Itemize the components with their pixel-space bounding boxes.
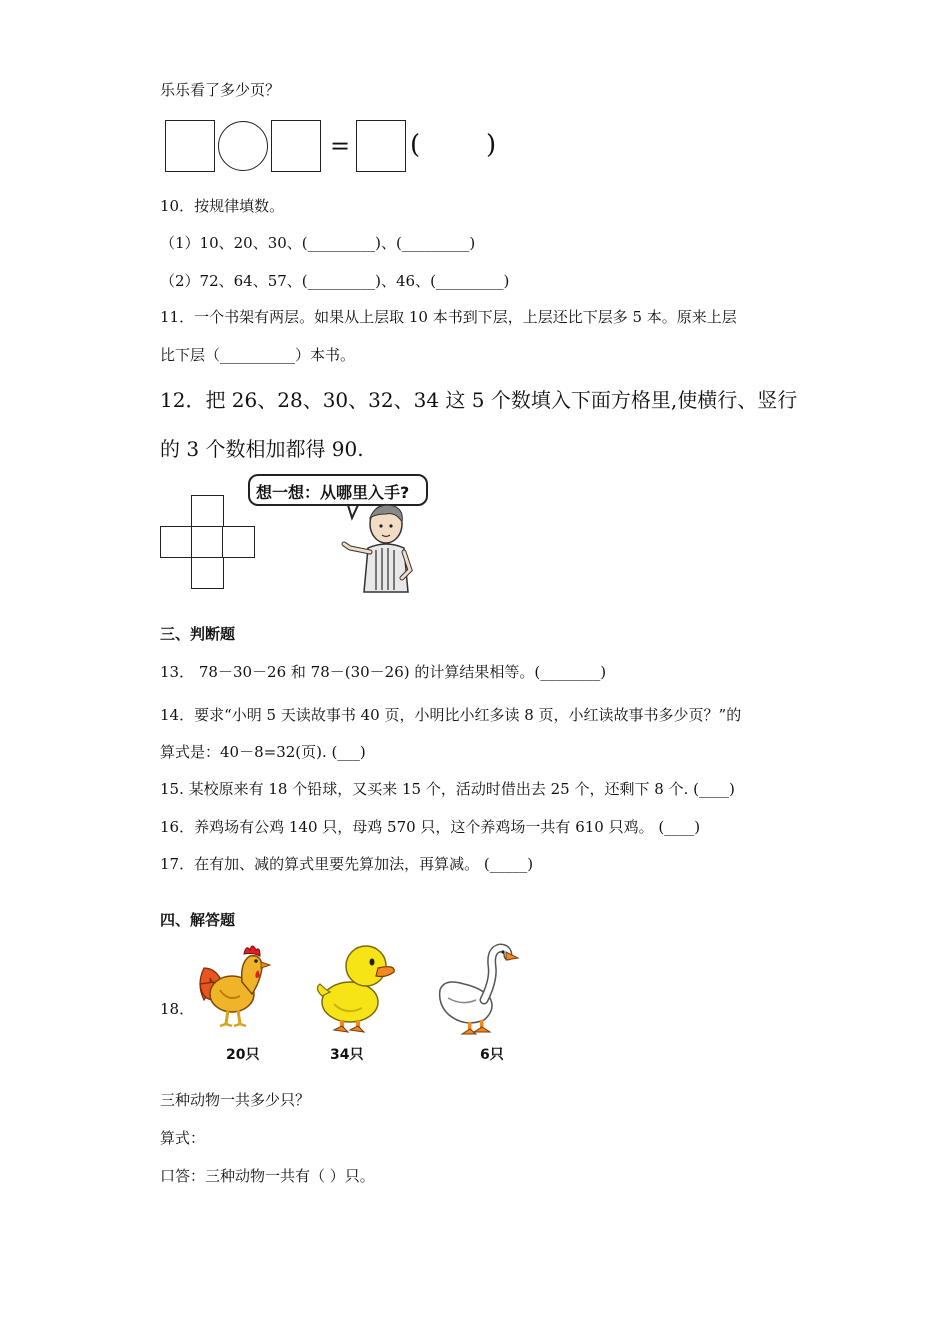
q18-question: 三种动物一共多少只？	[160, 1091, 311, 1109]
answer-box-1[interactable]	[165, 120, 215, 172]
q14-line-1: 14．要求“小明 5 天读故事书 40 页，小明比小红多读 8 页，小红读故事书多少页？”的	[160, 706, 742, 724]
grid-cell-right[interactable]	[222, 526, 255, 558]
section-3-title: 三、判断题	[160, 625, 236, 643]
unit-paren-close: )	[486, 130, 497, 160]
q18-formula-label: 算式：	[160, 1129, 206, 1147]
q17-text: 17．在有加、减的算式里要先算加法，再算减。 (_____)	[160, 855, 534, 873]
q10-line-2: （2）72、64、57、(_________)、46、(_________)	[160, 272, 510, 290]
unit-paren-open: (	[410, 130, 421, 160]
boy-thinking-illustration	[330, 500, 430, 596]
answer-box-2[interactable]	[271, 120, 321, 172]
rooster-icon	[196, 938, 272, 1030]
grid-cell-center[interactable]	[191, 526, 224, 558]
q12-line-2: 的 3 个数相加都得 90.	[160, 437, 364, 461]
q12-line-1: 12．把 26、28、30、32、34 这 5 个数填入下面方格里,使横行、竖行	[160, 388, 798, 412]
duck-count-label: 34只	[330, 1047, 364, 1063]
grid-cell-top[interactable]	[191, 495, 224, 527]
q11-line-2: 比下层（__________）本书。	[160, 346, 356, 364]
grid-cell-left[interactable]	[160, 526, 193, 558]
q18-answer-line: 口答：三种动物一共有（ ）只。	[160, 1167, 375, 1185]
q18-number: 18．	[160, 1000, 195, 1018]
grid-cell-bottom[interactable]	[191, 557, 224, 589]
operator-circle[interactable]	[218, 121, 268, 171]
duck-icon	[312, 938, 396, 1038]
answer-box-3[interactable]	[356, 120, 406, 172]
q15-text: 15. 某校原来有 18 个铅球，又买来 15 个，活动时借出去 25 个，还剩下 8 个. (____)	[160, 780, 735, 798]
equals-sign: =	[330, 132, 351, 160]
goose-count-label: 6只	[480, 1047, 504, 1063]
q14-line-2: 算式是：40－8=32(页). (___)	[160, 743, 366, 761]
hint-bubble: 想一想：从哪里入手?	[248, 474, 428, 506]
q10-title: 10．按规律填数。	[160, 197, 285, 215]
q10-line-1: （1）10、20、30、(_________)、(_________)	[160, 234, 476, 252]
q9-question: 乐乐看了多少页？	[160, 81, 281, 99]
q11-line-1: 11．一个书架有两层。如果从上层取 10 本书到下层，上层还比下层多 5 本。原来上层	[160, 308, 737, 326]
q16-text: 16．养鸡场有公鸡 140 只，母鸡 570 只，这个养鸡场一共有 610 只鸡。 (____)	[160, 818, 701, 836]
q13-text: 13． 78－30－26 和 78－(30－26) 的计算结果相等。(________)	[160, 663, 607, 681]
section-4-title: 四、解答题	[160, 911, 236, 929]
rooster-count-label: 20只	[226, 1047, 260, 1063]
goose-icon	[434, 940, 520, 1038]
